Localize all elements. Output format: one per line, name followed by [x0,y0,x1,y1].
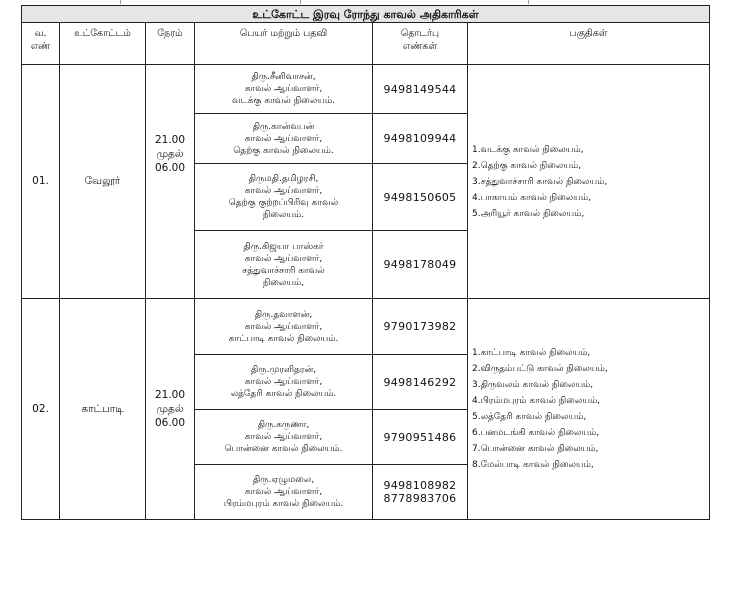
officer-phone: 9498108982 8778983706 [373,465,468,520]
officer-name-post: திரு.ஏழுமலை, காவல் ஆய்வாளர், பிரம்மபுரம் காவல் நிலையம். [195,465,373,520]
officer-phone: 9498109944 [373,114,468,164]
row-time: 21.00 முதல் 06.00 [146,299,195,520]
header-areas: பகுதிகள் [468,23,710,65]
officer-phone: 9498149544 [373,65,468,114]
table-row [22,299,710,355]
row-sno: 02. [22,299,60,520]
table-row [22,65,710,114]
row-sno: 01. [22,65,60,299]
header-division: உட்கோட்டம் [60,23,146,65]
officer-name-post: திரு.கருணா, காவல் ஆய்வாளர், பொன்னை காவல் நிலையம். [195,410,373,465]
row-division: காட்பாடி [60,299,146,520]
officer-name-post: திருமதி.தமிழரசி, காவல் ஆய்வாளர், தெற்கு குற்றப்பிரிவு காவல் நிலையம். [195,164,373,231]
header-sno: வ. எண் [22,23,60,65]
row-time: 21.00 முதல் 06.00 [146,65,195,299]
officer-name-post: திரு.கான்வபன் காவல் ஆய்வாளர், தெற்கு காவல் நிலையம். [195,114,373,164]
officer-phone: 9498146292 [373,355,468,410]
header-name-post: பெயர் மற்றும் பதவி [195,23,373,65]
areas-list: 1.காட்பாடி காவல் நிலையம், 2.விருதம்பட்டு காவல் நிலையம், 3.திருவலம் காவல் நிலையம், 4.பிரம்மபுரம் காவல் நிலையம், 5.லத்தேரி காவல் நிலையம், 6.பனமடங்கி காவல் நிலையம், 7.பொன்னை காவல் நிலையம், 8.மேல்பாடி காவல் நிலையம், [468,299,710,520]
areas-list: 1.வடக்கு காவல் நிலையம், 2.தெற்கு காவல் நிலையம், 3.சத்துவாச்சாரி காவல் நிலையம், 4.பாகாயம் காவல் நிலையம், 5.அரியூர் காவல் நிலையம், [468,65,710,299]
officer-phone: 9790173982 [373,299,468,355]
officer-name-post: திரு.கிஜயா பாஸ்கர் காவல் ஆய்வாளர், சத்துவாச்சாரி காவல் நிலையம், [195,231,373,299]
night-patrol-table [21,5,710,520]
officer-name-post: திரு.தவாளன், காவல் ஆய்வாளர், காட்பாடி காவல் நிலையம். [195,299,373,355]
officer-phone: 9790951486 [373,410,468,465]
officer-name-post: திரு.முரளிதரன், காவல் ஆய்வாளர், லத்தேரி காவல் நிலையம். [195,355,373,410]
table-title: உட்கோட்ட இரவு ரோந்து காவல் அதிகாரிகள் [22,6,710,23]
officer-phone: 9498178049 [373,231,468,299]
header-phone: தொடர்பு எண்கள் [373,23,468,65]
officer-name-post: திரு.சீனிவாசன், காவல் ஆய்வாளர், வடக்கு காவல் நிலையம். [195,65,373,114]
top-border-fragment [0,0,730,4]
header-time: நேரம் [146,23,195,65]
officer-phone: 9498150605 [373,164,468,231]
row-division: வேலூர் [60,65,146,299]
